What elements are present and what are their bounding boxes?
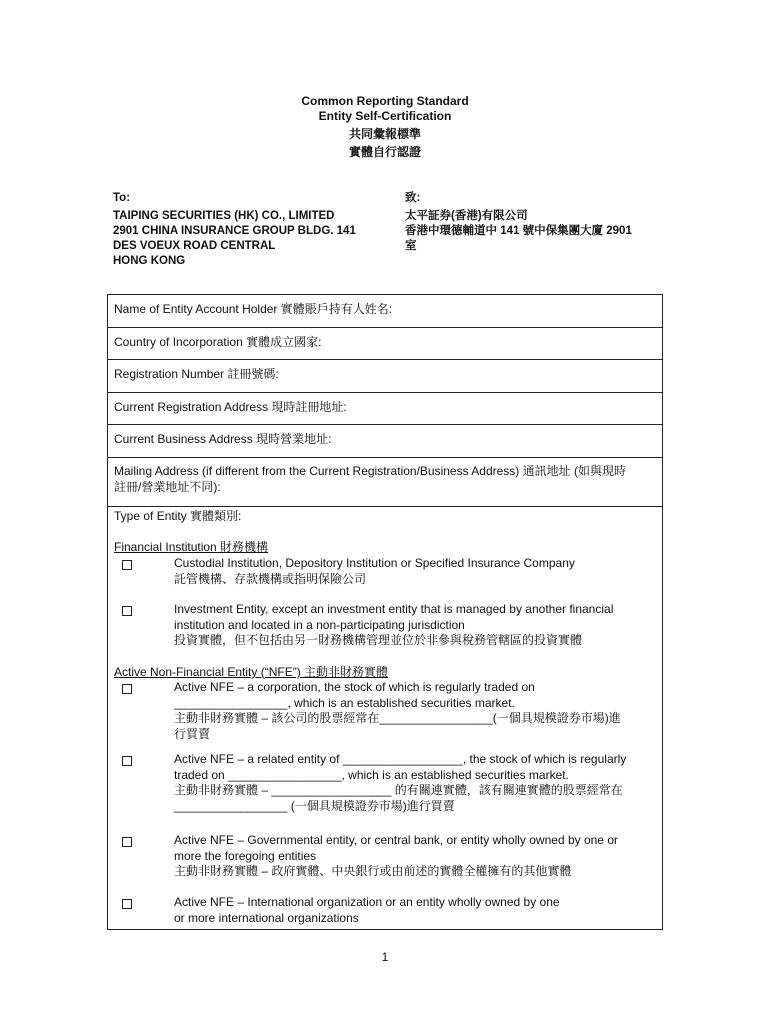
field-country[interactable] bbox=[108, 328, 662, 360]
item-text: more the foregoing entities bbox=[174, 848, 317, 863]
field-label: Current Business Address 現時營業地址: bbox=[114, 432, 332, 446]
fi-heading: Financial Institution 財務機構 bbox=[114, 540, 269, 554]
doc-title-zh: 共同彙報標準 bbox=[348, 127, 421, 141]
doc-subtitle-zh: 實體自行認證 bbox=[348, 145, 421, 159]
entity-type-label: Type of Entity 實體類別: bbox=[114, 509, 242, 523]
checkbox-nfe-related[interactable] bbox=[122, 756, 132, 766]
field-label: Registration Number 註冊號碼: bbox=[114, 367, 279, 381]
nfe-item-governmental bbox=[174, 833, 654, 880]
address-line: TAIPING SECURITIES (HK) CO., LIMITED bbox=[113, 210, 335, 222]
item-text: Active NFE – a related entity of __________________, the stock of which is regularly bbox=[174, 752, 627, 766]
item-text-zh: _________________ (一個具規模證券市場)進行買賣 bbox=[174, 798, 455, 813]
address-line: 室 bbox=[405, 240, 417, 252]
fi-item-investment bbox=[174, 602, 654, 649]
address-line: DES VOEUX ROAD CENTRAL bbox=[113, 240, 276, 252]
address-zh bbox=[405, 191, 665, 254]
item-text: Investment Entity, except an investment entity that is managed by another financial bbox=[174, 602, 614, 616]
item-text: Custodial Institution, Depository Institution or Specified Insurance Company bbox=[174, 556, 575, 570]
field-label: Mailing Address (if different from the Current Registration/Business Address) 通訊地址 (如與現時 bbox=[114, 464, 626, 478]
fi-item-custodial bbox=[174, 556, 654, 587]
field-label: Name of Entity Account Holder 實體賬戶持有人姓名: bbox=[114, 302, 393, 316]
item-text: Active NFE – Governmental entity, or central bank, or entity wholly owned by one or bbox=[174, 833, 618, 847]
item-text-zh: 託管機構、存款機構或指明保險公司 bbox=[174, 571, 367, 586]
item-text-zh: 主動非財務實體 – __________________ 的有關連實體，該有關連實體的股票經常在 bbox=[174, 783, 623, 797]
entity-form bbox=[107, 294, 663, 930]
item-text-zh: 投資實體，但不包括由另一財務機構管理並位於非參與稅務管轄區的投資實體 bbox=[174, 633, 583, 647]
field-label-cont: 註冊/營業地址不同): bbox=[114, 480, 221, 494]
nfe-item-related bbox=[174, 752, 654, 814]
item-text-zh: 行買賣 bbox=[174, 726, 211, 741]
field-label: Country of Incorporation 實體成立國家: bbox=[114, 335, 322, 349]
item-text-zh: 主動非財務實體 – 該公司的股票經常在_________________(一個具規模證券市場)進 bbox=[174, 711, 621, 725]
nfe-heading: Active Non-Financial Entity (“NFE”) 主動非財務實體 bbox=[114, 665, 389, 679]
address-line: 太平証券(香港)有限公司 bbox=[405, 210, 528, 222]
nfe-item-listed bbox=[174, 680, 654, 742]
item-text: Active NFE – a corporation, the stock of which is regularly traded on bbox=[174, 680, 535, 694]
doc-title-en: Common Reporting Standard bbox=[301, 94, 469, 108]
item-text: institution and located in a non-participating jurisdiction bbox=[174, 617, 465, 632]
checkbox-nfe-listed[interactable] bbox=[122, 684, 132, 694]
item-text: Active NFE – International organization or an entity wholly owned by one bbox=[174, 895, 560, 909]
checkbox-nfe-international[interactable] bbox=[122, 899, 132, 909]
page-number: 1 bbox=[381, 950, 389, 964]
address-en bbox=[113, 191, 356, 269]
field-label: Current Registration Address 現時註冊地址: bbox=[114, 400, 347, 414]
address-line: 香港中環德輔道中 141 號中保集團大廈 2901 bbox=[405, 225, 632, 237]
to-label-en: To: bbox=[113, 192, 131, 204]
address-line: HONG KONG bbox=[113, 255, 186, 267]
to-label-zh: 致: bbox=[405, 192, 421, 204]
field-registration-number[interactable] bbox=[108, 360, 662, 393]
field-registration-address[interactable] bbox=[108, 393, 662, 425]
nfe-item-international bbox=[174, 895, 654, 926]
doc-subtitle-en: Entity Self-Certification bbox=[318, 109, 452, 123]
item-text: _________________, which is an established securities market. bbox=[174, 695, 515, 710]
checkbox-investment-entity[interactable] bbox=[122, 606, 132, 616]
field-entity-name[interactable] bbox=[108, 295, 662, 328]
checkbox-nfe-governmental[interactable] bbox=[122, 837, 132, 847]
item-text: or more international organizations bbox=[174, 910, 359, 925]
item-text-zh: 主動非財務實體 – 政府實體、中央銀行或由前述的實體全權擁有的其他實體 bbox=[174, 864, 572, 878]
checkbox-custodial[interactable] bbox=[122, 560, 132, 570]
field-mailing-address[interactable] bbox=[108, 458, 662, 507]
item-text: traded on _________________, which is an established securities market. bbox=[174, 767, 569, 782]
field-business-address[interactable] bbox=[108, 425, 662, 458]
address-line: 2901 CHINA INSURANCE GROUP BLDG. 141 bbox=[113, 225, 356, 237]
